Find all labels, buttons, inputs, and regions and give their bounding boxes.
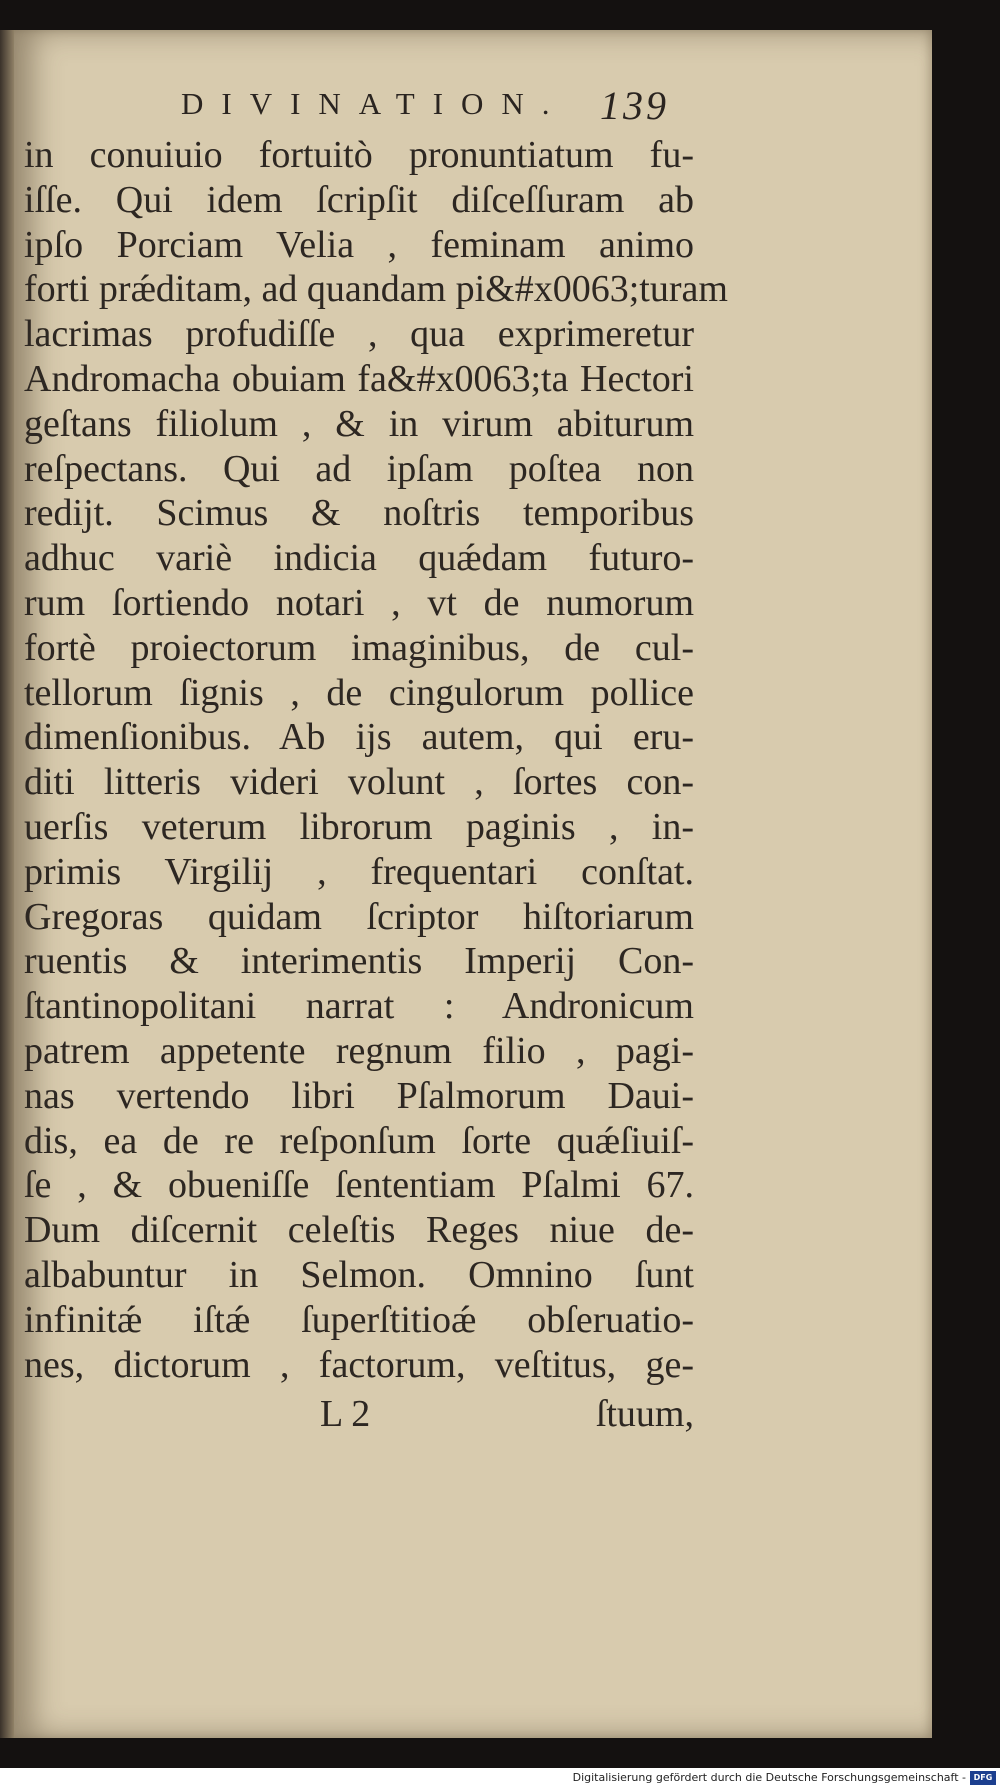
text-line: nes, dictorum , factorum, veſtitus, ge- <box>24 1343 694 1386</box>
text-line: reſpectans. Qui ad ipſam poſtea non <box>24 447 694 490</box>
text-line: patrem appetente regnum filio , pagi- <box>24 1029 694 1072</box>
text-line: ruentis & interimentis Imperij Con- <box>24 940 694 983</box>
text-line: nas vertendo libri Pſalmorum Daui- <box>24 1074 694 1117</box>
signature-mark: L 2 <box>320 1393 371 1435</box>
text-line: Dum diſcernit celeſtis Reges niue de- <box>24 1209 694 1252</box>
body-text <box>24 133 728 1387</box>
text-line: rum ſortiendo notari , vt de numorum <box>24 581 694 624</box>
text-line: tellorum ſignis , de cingulorum pollice <box>24 671 694 714</box>
text-line: forti prǽditam, ad quandam pi&#x0063;turam <box>24 268 728 311</box>
text-line: diti litteris videri volunt , ſortes con- <box>24 761 694 804</box>
dfg-logo: DFG <box>970 1771 996 1785</box>
text-line: geſtans filiolum , & in virum abiturum <box>24 402 694 445</box>
text-line: ipſo Porciam Velia , feminam animo <box>24 223 694 266</box>
text-line: albabuntur in Selmon. Omnino ſunt <box>24 1253 694 1296</box>
page-number: 139 <box>600 83 669 128</box>
text-line: ſe , & obueniſſe ſententiam Pſalmi 67. <box>24 1164 694 1207</box>
text-line: ſtantinopolitani narrat : Andronicum <box>24 985 694 1028</box>
text-line: redijt. Scimus & noſtris temporibus <box>24 492 694 535</box>
text-line: dimenſionibus. Ab ijs autem, qui eru- <box>24 716 694 759</box>
running-head <box>0 83 940 128</box>
text-line: Gregoras quidam ſcriptor hiſtoriarum <box>24 895 694 938</box>
text-line: infinitǽ iſtǽ ſuperſtitioǽ obſeruatio- <box>24 1298 694 1341</box>
text-line: Andromacha obuiam fa&#x0063;ta Hectori <box>24 357 694 400</box>
catchword: ſtuum, <box>595 1393 694 1435</box>
text-line: lacrimas profudiſſe , qua exprimeretur <box>24 313 694 356</box>
signature-line <box>24 1392 694 1438</box>
text-line: iſſe. Qui idem ſcripſit diſceſſuram ab <box>24 178 694 221</box>
text-line: adhuc variè indicia quǽdam futuro- <box>24 537 694 580</box>
running-title: DIVINATION. <box>181 86 568 121</box>
text-line: uerſis veterum librorum paginis , in- <box>24 805 694 848</box>
digitization-credit: Digitalisierung gefördert durch die Deutsche Forschungsgemeinschaft - <box>572 1771 966 1784</box>
text-line: primis Virgilij , frequentari conſtat. <box>24 850 694 893</box>
text-line: fortè proiectorum imaginibus, de cul- <box>24 626 694 669</box>
text-line: dis, ea de re reſponſum ſorte quǽſiuiſ- <box>24 1119 694 1162</box>
footer-bar <box>0 1768 1000 1788</box>
text-line: in conuiuio fortuitò pronuntiatum fu- <box>24 134 694 176</box>
